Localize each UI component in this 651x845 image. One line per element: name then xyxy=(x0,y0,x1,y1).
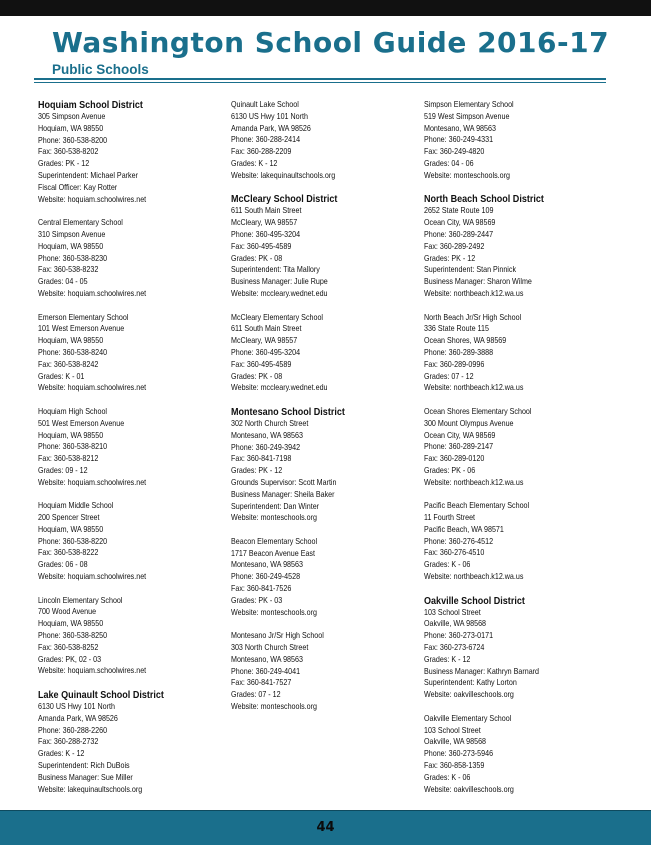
district-entry xyxy=(231,193,394,299)
school-entry xyxy=(231,99,394,182)
entry-line: Montesano Jr/Sr High School xyxy=(231,630,324,641)
entry-line: Montesano, WA 98563 xyxy=(231,429,303,440)
entry-line: Grounds Supervisor: Scott Martin xyxy=(231,476,337,487)
entry-line: Fax: 360-538-8242 xyxy=(38,358,99,369)
entry-line: Grades: K - 12 xyxy=(424,653,471,664)
entry-line: Phone: 360-249-4041 xyxy=(231,665,301,676)
entry-line: 6130 US Hwy 101 North xyxy=(231,110,308,121)
school-entry xyxy=(424,312,587,395)
entry-line: Phone: 360-249-4331 xyxy=(424,134,494,145)
entry-line[interactable]: Website: mccleary.wednet.edu xyxy=(231,382,328,393)
entry-line: Business Manager: Sharon Wilme xyxy=(424,276,532,287)
entry-line[interactable]: Website: oakvilleschools.org xyxy=(424,689,514,700)
entry-line: Fax: 360-538-8252 xyxy=(38,641,99,652)
school-entry xyxy=(424,99,587,182)
entry-line: Central Elementary School xyxy=(38,217,123,228)
page-title: Washington School Guide 2016-17 xyxy=(52,26,610,59)
entry-line: Fax: 360-273-6724 xyxy=(424,642,485,653)
district-entry xyxy=(231,406,394,524)
entry-line: Ocean City, WA 98569 xyxy=(424,217,496,228)
page-number: 44 xyxy=(316,820,335,835)
entry-line: Phone: 360-273-0171 xyxy=(424,630,494,641)
entry-line: Oakville, WA 98568 xyxy=(424,618,487,629)
entry-line: Phone: 360-538-8240 xyxy=(38,346,108,357)
entry-line: Phone: 360-538-8250 xyxy=(38,630,108,641)
school-entry xyxy=(231,536,394,619)
entry-line: Fax: 360-288-2732 xyxy=(38,736,99,747)
entry-line[interactable]: Website: hoquiam.schoolwires.net xyxy=(38,665,147,676)
entry-line: Phone: 360-538-8230 xyxy=(38,252,108,263)
school-entry xyxy=(38,595,201,678)
entry-line: Superintendent: Tita Mallory xyxy=(231,264,320,275)
entry-line: North Beach Jr/Sr High School xyxy=(424,311,522,322)
entry-line: Grades: PK - 08 xyxy=(231,370,283,381)
district-name: Oakville School District xyxy=(424,594,525,607)
district-name: Hoquiam School District xyxy=(38,99,143,111)
entry-line: Superintendent: Dan Winter xyxy=(231,500,320,511)
entry-line: Amanda Park, WA 98526 xyxy=(231,122,311,133)
school-entry xyxy=(38,406,201,489)
entry-line: 310 Simpson Avenue xyxy=(38,228,106,239)
entry-line: Business Manager: Sue Miller xyxy=(38,771,133,782)
district-entry xyxy=(38,689,201,795)
entry-line: Ocean City, WA 98569 xyxy=(424,429,496,440)
entry-line: 336 State Route 115 xyxy=(424,323,489,334)
entry-line: Grades: PK, 02 - 03 xyxy=(38,653,102,664)
school-entry xyxy=(38,500,201,583)
entry-line: Phone: 360-538-8210 xyxy=(38,441,108,452)
entry-line: Ocean Shores, WA 98569 xyxy=(424,335,507,346)
entry-line: Ocean Shores Elementary School xyxy=(424,405,532,416)
entry-line: Hoquiam, WA 98550 xyxy=(38,523,104,534)
entry-line: Grades: PK - 12 xyxy=(424,252,476,263)
entry-line: Fax: 360-289-0996 xyxy=(424,358,485,369)
entry-line[interactable]: Website: northbeach.k12.wa.us xyxy=(424,571,524,582)
entry-line[interactable]: Website: northbeach.k12.wa.us xyxy=(424,382,524,393)
entry-line: Fax: 360-841-7526 xyxy=(231,583,292,594)
entry-line: Oakville, WA 98568 xyxy=(424,736,487,747)
entry-line: 1717 Beacon Avenue East xyxy=(231,547,315,558)
entry-line: Phone: 360-538-8220 xyxy=(38,535,108,546)
school-entry xyxy=(38,312,201,395)
entry-line: Fax: 360-495-4589 xyxy=(231,358,292,369)
entry-line: Fax: 360-538-8202 xyxy=(38,146,99,157)
entry-line: Grades: PK - 08 xyxy=(231,252,283,263)
entry-line[interactable]: Website: monteschools.org xyxy=(424,169,510,180)
entry-line: Fax: 360-495-4589 xyxy=(231,240,292,251)
district-entry xyxy=(38,99,201,205)
entry-line: Hoquiam, WA 98550 xyxy=(38,335,104,346)
entry-line: Fax: 360-841-7527 xyxy=(231,677,292,688)
entry-line: Hoquiam High School xyxy=(38,405,108,416)
entry-line: Fax: 360-276-4510 xyxy=(424,547,485,558)
entry-line: Montesano, WA 98563 xyxy=(231,559,303,570)
entry-line: 611 South Main Street xyxy=(231,323,302,334)
entry-line: Phone: 360-495-3204 xyxy=(231,346,301,357)
entry-line: Fax: 360-249-4820 xyxy=(424,146,485,157)
entry-line: Grades: K - 01 xyxy=(38,370,85,381)
district-name: McCleary School District xyxy=(231,193,338,206)
entry-line: McCleary, WA 98557 xyxy=(231,335,298,346)
entry-line: Oakville Elementary School xyxy=(424,712,512,723)
entry-line: Fax: 360-289-2492 xyxy=(424,240,485,251)
entry-line: Quinault Lake School xyxy=(231,99,299,109)
district-name: Lake Quinault School District xyxy=(38,689,164,702)
entry-line: 303 North Church Street xyxy=(231,642,309,653)
district-entry xyxy=(424,595,587,701)
entry-line: Montesano, WA 98563 xyxy=(231,653,303,664)
entry-line: Superintendent: Rich DuBois xyxy=(38,760,130,771)
entry-line: Phone: 360-276-4512 xyxy=(424,535,494,546)
top-bar xyxy=(0,0,651,16)
entry-line: Fax: 360-538-8222 xyxy=(38,547,99,558)
entry-line: Grades: PK - 03 xyxy=(231,594,283,605)
entry-line: 611 South Main Street xyxy=(231,205,302,216)
entry-line: 501 West Emerson Avenue xyxy=(38,417,125,428)
entry-line: Hoquiam, WA 98550 xyxy=(38,429,104,440)
entry-line: Grades: 09 - 12 xyxy=(38,464,88,475)
entry-line: Fax: 360-288-2209 xyxy=(231,146,292,157)
entry-line: Pacific Beach, WA 98571 xyxy=(424,523,504,534)
entry-line: 305 Simpson Avenue xyxy=(38,111,106,121)
entry-line[interactable]: Website: northbeach.k12.wa.us xyxy=(424,287,524,298)
entry-line: 103 School Street xyxy=(424,606,481,617)
column-3 xyxy=(424,99,587,807)
entry-line: Grades: 07 - 12 xyxy=(231,689,281,700)
entry-line: Phone: 360-288-2414 xyxy=(231,134,301,145)
entry-line: Hoquiam, WA 98550 xyxy=(38,240,104,251)
entry-line: Grades: K - 06 xyxy=(424,771,471,782)
entry-line: Fax: 360-858-1359 xyxy=(424,760,485,771)
entry-line: Business Manager: Julie Rupe xyxy=(231,276,328,287)
district-name: Montesano School District xyxy=(231,405,345,418)
entry-line: Phone: 360-289-3888 xyxy=(424,346,494,357)
school-entry xyxy=(424,713,587,796)
entry-line: Phone: 360-249-4528 xyxy=(231,571,301,582)
entry-line: 300 Mount Olympus Avenue xyxy=(424,417,514,428)
entry-line: Phone: 360-249-3942 xyxy=(231,441,301,452)
district-name: North Beach School District xyxy=(424,193,544,206)
entry-line: Superintendent: Michael Parker xyxy=(38,169,138,180)
school-entry xyxy=(231,312,394,395)
entry-line[interactable]: Website: lakequinaultschools.org xyxy=(231,169,336,180)
district-entry xyxy=(424,193,587,299)
entry-line: Business Manager: Sheila Baker xyxy=(231,488,335,499)
entry-line: Grades: PK - 12 xyxy=(38,158,90,169)
entry-line: 2652 State Route 109 xyxy=(424,205,494,216)
entry-line: Grades: K - 12 xyxy=(231,157,278,168)
entry-line: Emerson Elementary School xyxy=(38,311,129,322)
entry-line: Grades: 04 - 06 xyxy=(424,157,474,168)
school-entry xyxy=(38,217,201,300)
entry-line: Phone: 360-495-3204 xyxy=(231,228,301,239)
school-entry xyxy=(424,406,587,489)
entry-line: 519 West Simpson Avenue xyxy=(424,110,510,121)
entry-line: 700 Wood Avenue xyxy=(38,606,97,617)
entry-line: Fiscal Officer: Kay Rotter xyxy=(38,181,118,192)
entry-line: 11 Fourth Street xyxy=(424,512,476,523)
entry-line: Phone: 360-288-2260 xyxy=(38,724,108,735)
entry-line: Grades: 06 - 08 xyxy=(38,559,88,570)
entry-line[interactable]: Website: hoquiam.schoolwires.net xyxy=(38,382,147,393)
entry-line[interactable]: Website: monteschools.org xyxy=(231,512,317,523)
entry-line: Grades: 04 - 05 xyxy=(38,276,88,287)
entry-line: Beacon Elementary School xyxy=(231,535,318,546)
entry-line: Grades: K - 12 xyxy=(38,748,85,759)
entry-line[interactable]: Website: lakequinaultschools.org xyxy=(38,783,143,794)
entry-line[interactable]: Website: monteschools.org xyxy=(231,701,317,712)
column-1 xyxy=(38,99,201,807)
entry-line: Grades: K - 06 xyxy=(424,559,471,570)
school-entry xyxy=(231,630,394,713)
entry-line[interactable]: Website: hoquiam.schoolwires.net xyxy=(38,476,147,487)
entry-line: Fax: 360-289-0120 xyxy=(424,453,485,464)
entry-line: Phone: 360-289-2447 xyxy=(424,228,494,239)
entry-line: Fax: 360-538-8232 xyxy=(38,264,99,275)
entry-line: Grades: PK - 12 xyxy=(231,465,283,476)
entry-line: Fax: 360-841-7198 xyxy=(231,453,292,464)
entry-line: Phone: 360-538-8200 xyxy=(38,134,108,145)
entry-line[interactable]: Website: mccleary.wednet.edu xyxy=(231,287,328,298)
entry-line: Phone: 360-289-2147 xyxy=(424,441,494,452)
entry-line: McCleary Elementary School xyxy=(231,311,324,322)
entry-line: Hoquiam, WA 98550 xyxy=(38,618,104,629)
entry-line: Business Manager: Kathryn Barnard xyxy=(424,665,540,676)
entry-line: Superintendent: Kathy Lorton xyxy=(424,677,517,688)
entry-line: Superintendent: Stan Pinnick xyxy=(424,264,517,275)
school-entry xyxy=(424,500,587,583)
entry-line[interactable]: Website: hoquiam.schoolwires.net xyxy=(38,193,147,204)
entry-line: Hoquiam Middle School xyxy=(38,500,114,511)
entry-line: McCleary, WA 98557 xyxy=(231,217,298,228)
entry-line: 101 West Emerson Avenue xyxy=(38,323,125,334)
entry-line: Grades: 07 - 12 xyxy=(424,370,474,381)
entry-line: Phone: 360-273-5946 xyxy=(424,748,494,759)
header-rule-thin xyxy=(34,82,606,83)
entry-line: Hoquiam, WA 98550 xyxy=(38,122,104,133)
entry-line: Pacific Beach Elementary School xyxy=(424,500,530,511)
page-subtitle: Public Schools xyxy=(52,62,149,77)
entry-line: Amanda Park, WA 98526 xyxy=(38,712,118,723)
entry-line: Grades: PK - 06 xyxy=(424,464,476,475)
entry-line[interactable]: Website: hoquiam.schoolwires.net xyxy=(38,287,147,298)
entry-line: Fax: 360-538-8212 xyxy=(38,453,99,464)
entry-line: Montesano, WA 98563 xyxy=(424,122,496,133)
entry-line[interactable]: Website: oakvilleschools.org xyxy=(424,783,514,794)
entry-line[interactable]: Website: hoquiam.schoolwires.net xyxy=(38,571,147,582)
column-2 xyxy=(231,99,394,725)
entry-line: Lincoln Elementary School xyxy=(38,594,123,605)
entry-line: 6130 US Hwy 101 North xyxy=(38,701,115,712)
entry-line[interactable]: Website: northbeach.k12.wa.us xyxy=(424,476,524,487)
entry-line: 200 Spencer Street xyxy=(38,512,100,523)
entry-line: Simpson Elementary School xyxy=(424,99,514,109)
entry-line: 103 School Street xyxy=(424,724,481,735)
entry-line[interactable]: Website: monteschools.org xyxy=(231,606,317,617)
entry-line: 302 North Church Street xyxy=(231,417,309,428)
header-rule xyxy=(34,78,606,80)
